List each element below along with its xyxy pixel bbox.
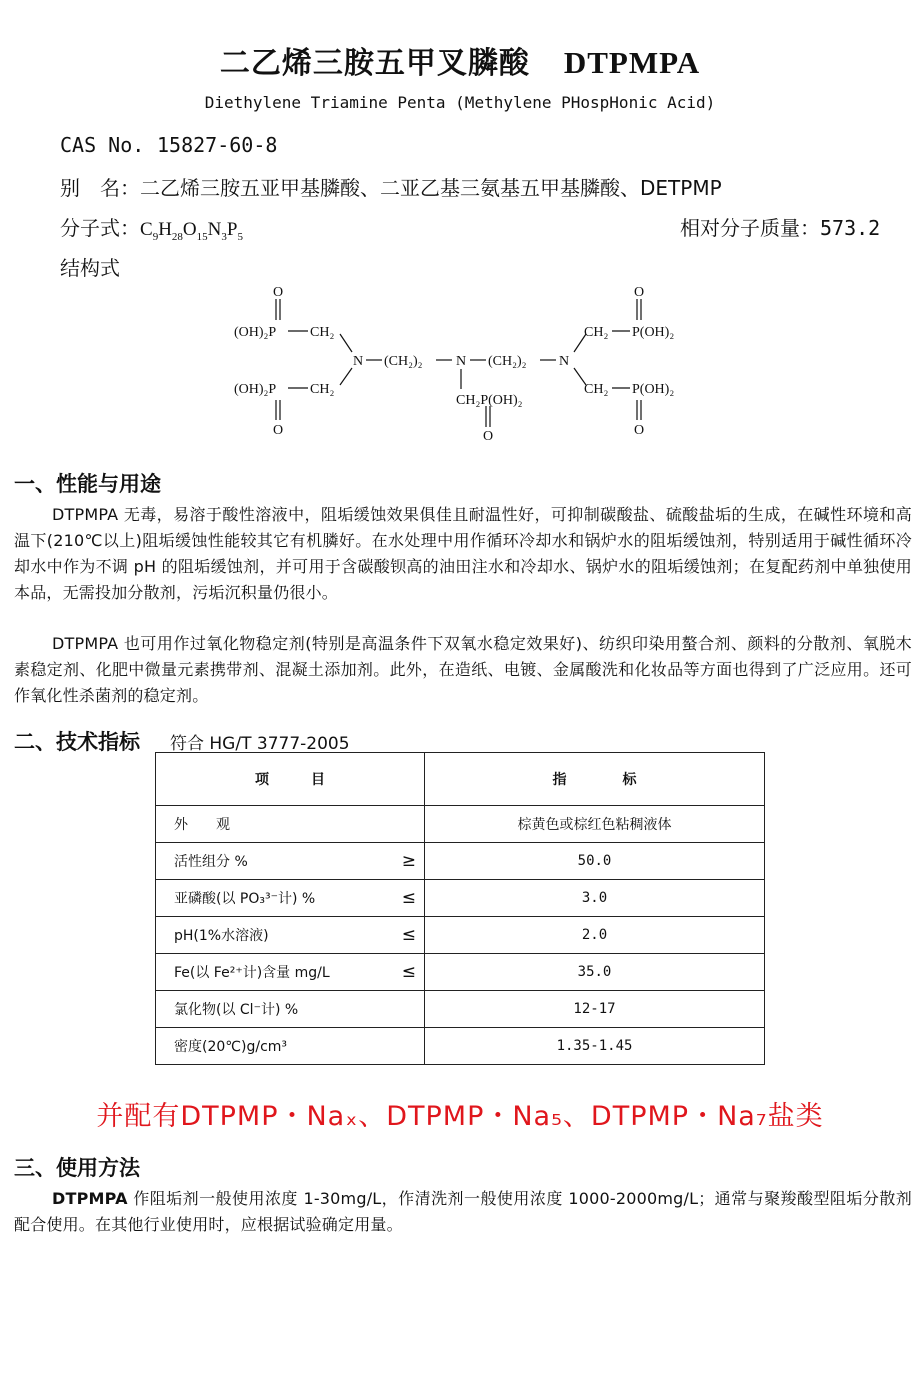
oxygen-top-right: O (634, 285, 645, 300)
table-row (156, 954, 765, 991)
ch2-top-right: CH₂ (584, 325, 609, 340)
oxygen-top-left: O (273, 285, 284, 300)
row-value: 1.35-1.45 (425, 1028, 765, 1065)
oxygen-bottom-right: O (634, 423, 645, 438)
comparison-symbol: ≤ (401, 962, 416, 982)
table-row (156, 843, 765, 880)
row-item: 亚磷酸(以 PO₃³⁻计) % ≤ (156, 880, 425, 917)
row-item: Fe(以 Fe²⁺计)含量 mg/L ≤ (156, 954, 425, 991)
section3-para: DTPMPA 作阻垢剂一般使用浓度 1-30mg/L，作清洗剂一般使用浓度 1000-2000mg/L；通常与聚羧酸型阻垢分散剂配合使用。在其他行业使用时，应根据试验确定用量。 (14, 1189, 912, 1234)
row-item: pH(1%水溶液) ≤ (156, 917, 425, 954)
page-subtitle: Diethylene Triamine Penta (Methylene PHospHonic Acid) (204, 93, 716, 112)
alias-label: 别 名： (60, 176, 140, 200)
col-header-value: 指 标 (425, 753, 765, 806)
ch2-top-left: CH₂ (310, 325, 335, 340)
nitrogen-right: N (559, 354, 570, 369)
comparison-symbol: ≤ (401, 925, 416, 945)
row-item: 外 观 (156, 806, 425, 843)
phosphonic-top-left: (OH)₂P (234, 325, 277, 340)
formula-row (60, 212, 243, 243)
mw-value: 573.2 (820, 216, 881, 240)
ch2-bottom-right: CH₂ (584, 382, 609, 397)
center-branch: CH₂P(OH)₂ (456, 393, 523, 408)
row-value: 35.0 (425, 954, 765, 991)
section1-para1: DTPMPA 无毒，易溶于酸性溶液中，阻垢缓蚀效果俱佳且耐温性好，可抑制碳酸盐、硫酸盐垢的生成，在碱性环境和高温下(210℃以上)阻垢缓蚀性能较其它有机膦好。在水处理中用作循环冷却水和锅炉水的阻垢缓蚀剂，特别适用于碱性循环冷却水中作为不调 pH 的阻垢缓蚀剂，并可用于含碳酸钡高的油田注水和冷却水、锅炉水的阻垢缓蚀剂；在复配药剂中单独使用本品，无需投加分散剂，污垢沉积量仍很小。 (14, 505, 912, 602)
phosphonic-bottom-left: (OH)₂P (234, 382, 277, 397)
bridge-right: (CH₂)₂ (488, 354, 527, 369)
table-row (156, 917, 765, 954)
salts-notice: 并配有DTPMP・Naₓ、DTPMP・Na₅、DTPMP・Na₇盐类 (96, 1101, 824, 1132)
cas-label: CAS No. (60, 133, 145, 157)
ch2-bottom-left: CH₂ (310, 382, 335, 397)
col-header-item: 项 目 (156, 753, 425, 806)
structure-label: 结构式 (60, 256, 120, 280)
phosphonic-bottom-right: P(OH)₂ (632, 382, 675, 397)
nitrogen-center: N (456, 354, 467, 369)
row-value: 棕黄色或棕红色粘稠液体 (425, 806, 765, 843)
phosphonic-top-right: P(OH)₂ (632, 325, 675, 340)
page-title (0, 38, 920, 82)
title-en: DTPMPA (563, 45, 701, 80)
structural-formula-diagram (228, 282, 698, 442)
comparison-symbol: ≥ (401, 851, 416, 871)
section3-heading: 三、使用方法 (14, 1156, 140, 1180)
molecular-formula: $C_9H_{28}O_{15}N_3P_5$ (140, 219, 243, 243)
row-value: 50.0 (425, 843, 765, 880)
oxygen-center: O (483, 429, 494, 442)
row-value: 3.0 (425, 880, 765, 917)
oxygen-bottom-left: O (273, 423, 284, 438)
bridge-left: (CH₂)₂ (384, 354, 423, 369)
mw-label: 相对分子质量： (680, 216, 820, 240)
alias-value: 二乙烯三胺五亚甲基膦酸、二亚乙基三氨基五甲基膦酸、DETPMP (140, 176, 722, 200)
nitrogen-left: N (353, 354, 364, 369)
table-row (156, 991, 765, 1028)
table-row (156, 1028, 765, 1065)
cas-value: 15827-60-8 (157, 133, 278, 157)
row-item: 氯化物(以 Cl⁻计) % (156, 991, 425, 1028)
cas-row (60, 133, 277, 157)
row-item: 密度(20℃)g/cm³ (156, 1028, 425, 1065)
comparison-symbol: ≤ (401, 888, 416, 908)
table-row (156, 880, 765, 917)
formula-label: 分子式： (60, 216, 140, 240)
spec-table (155, 752, 765, 1065)
standard-reference: 符合 HG/T 3777-2005 (170, 734, 350, 754)
row-value: 12-17 (425, 991, 765, 1028)
alias-row (60, 172, 722, 201)
section2-heading: 二、技术指标 符合 HG/T 3777-2005 (14, 730, 350, 754)
row-item: 活性组分 % ≥ (156, 843, 425, 880)
section1-para2: DTPMPA 也可用作过氧化物稳定剂(特别是高温条件下双氧水稳定效果好)、纺织印染用螯合剂、颜料的分散剂、氧脱木素稳定剂、化肥中微量元素携带剂、混凝土添加剂。此外，在造纸、电镀、金属酸洗和化妆品等方面也得到了广泛应用。还可作氧化性杀菌剂的稳定剂。 (14, 634, 912, 705)
table-header-row (156, 753, 765, 806)
row-value: 2.0 (425, 917, 765, 954)
molecular-weight (680, 212, 880, 241)
title-cn: 二乙烯三胺五甲叉膦酸 (219, 46, 530, 81)
section1-heading: 一、性能与用途 (14, 472, 161, 496)
table-row (156, 806, 765, 843)
